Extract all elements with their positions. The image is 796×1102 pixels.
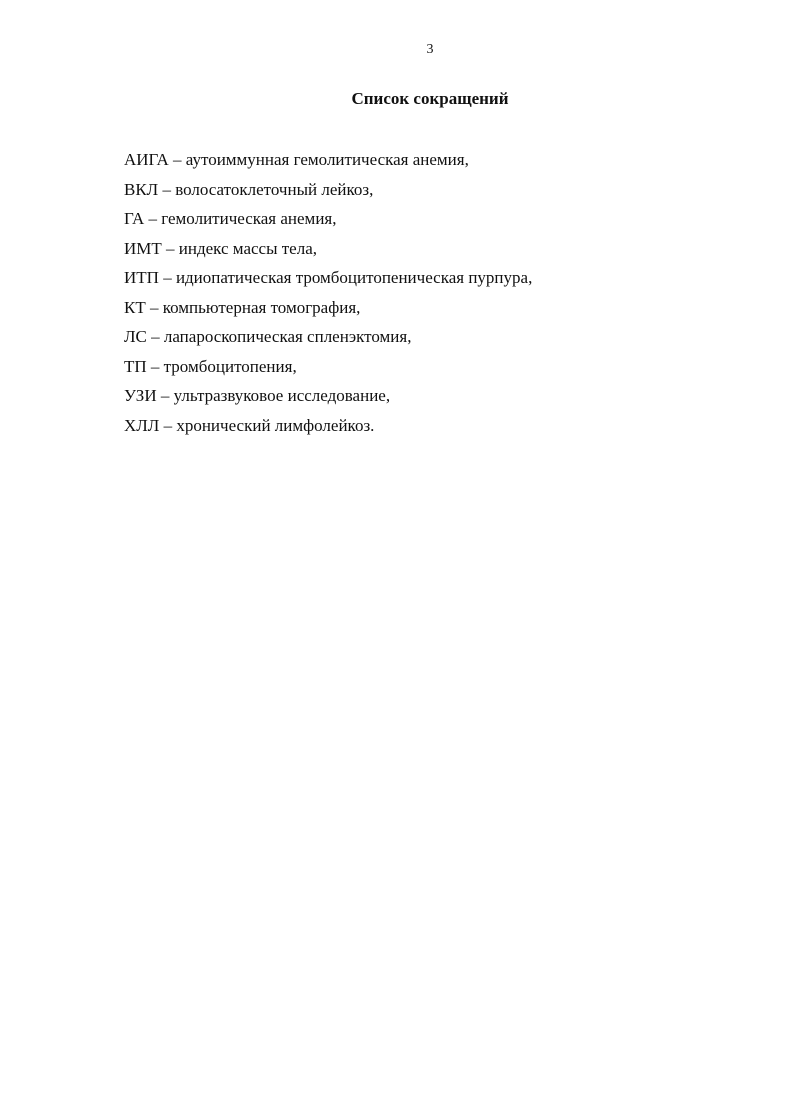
abbreviation-item: ХЛЛ – хронический лимфолейкоз. xyxy=(124,415,375,435)
abbreviation-item: ИТП – идиопатическая тромбоцитопеническая пурпура, xyxy=(124,268,533,287)
abbreviation-item: ГА – гемолитическая анемия, xyxy=(124,209,337,228)
abbreviation-item: АИГА – аутоиммунная гемолитическая анемия, xyxy=(124,150,469,169)
abbreviation-item: ТП – тромбоцитопения, xyxy=(124,356,297,376)
abbreviation-item: ЛС – лапароскопическая спленэктомия, xyxy=(124,327,412,346)
abbreviation-list xyxy=(124,145,684,440)
page-number: 3 xyxy=(426,42,434,57)
abbreviation-item: КТ – компьютерная томография, xyxy=(124,297,361,317)
abbreviation-item: ИМТ – индекс массы тела, xyxy=(124,238,318,258)
page-title: Список сокращений xyxy=(351,89,509,108)
abbreviation-item: УЗИ – ультразвуковое исследование, xyxy=(124,386,391,405)
abbreviation-item: ВКЛ – волосатоклеточный лейкоз, xyxy=(124,179,374,199)
